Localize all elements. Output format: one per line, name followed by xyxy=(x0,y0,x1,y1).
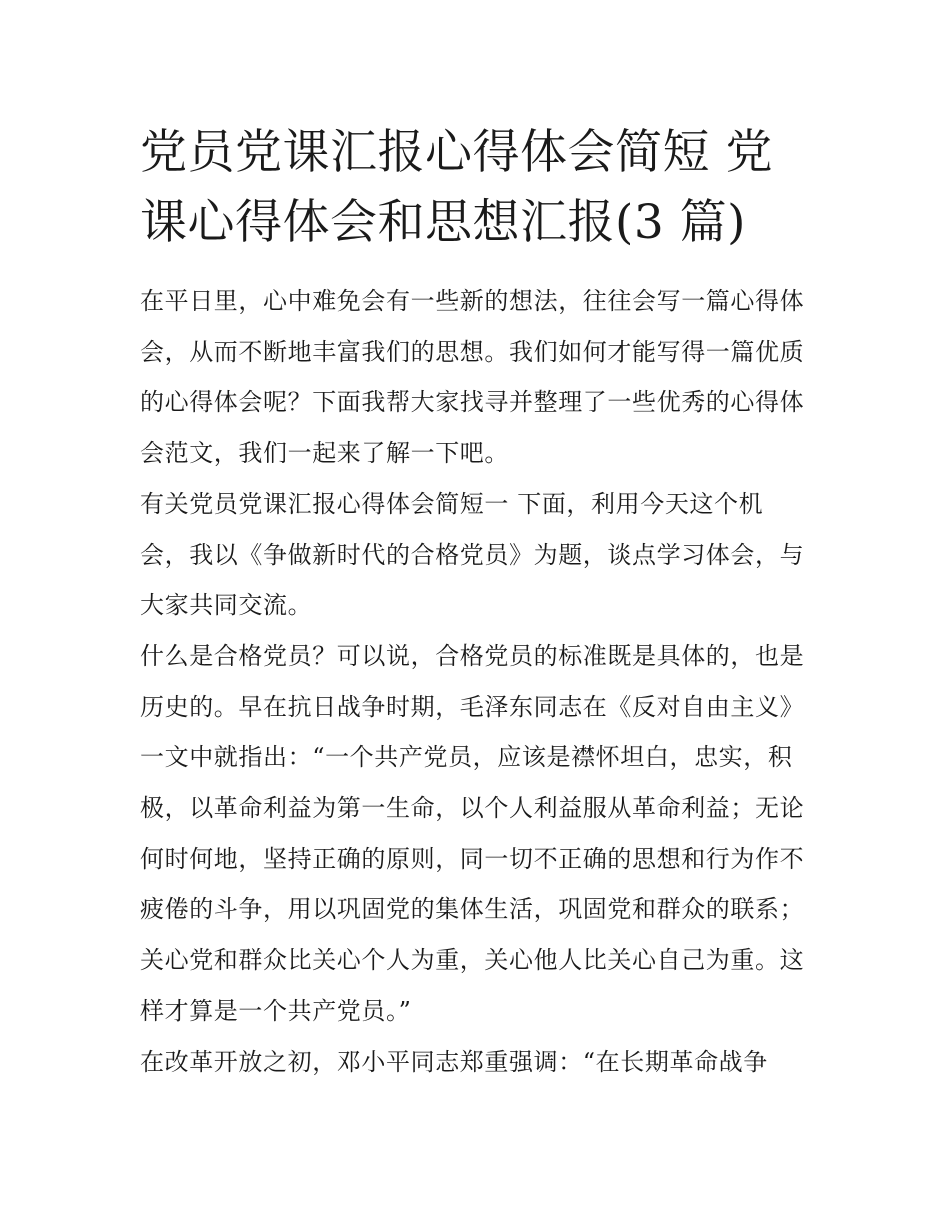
paragraph-line: 在平日里，心中难免会有一些新的想法，往往会写一篇心得体 xyxy=(140,287,805,315)
paragraph-line: 关心党和群众比关心个人为重，关心他人比关心自己为重。这 xyxy=(140,946,805,975)
document-title xyxy=(140,118,812,258)
paragraph-qualified-member xyxy=(140,631,812,1037)
paragraph-line: 历史的。早在抗日战争时期，毛泽东同志在《反对自由主义》 xyxy=(140,692,805,721)
paragraph-line: 的心得体会呢？下面我帮大家找寻并整理了一些优秀的心得体 xyxy=(140,388,805,417)
paragraph-line: 何时何地，坚持正确的原则，同一切不正确的思想和行为作不 xyxy=(140,844,805,873)
paragraph-line: 极，以革命利益为第一生命，以个人利益服从革命利益；无论 xyxy=(140,794,805,823)
paragraph-reform xyxy=(140,1037,812,1088)
paragraph-opening xyxy=(140,479,812,631)
paragraph-line: 大家共同交流。 xyxy=(140,591,313,620)
paragraph-intro xyxy=(140,276,812,479)
title-line: 课心得体会和思想汇报(3 篇) xyxy=(140,195,747,250)
paragraph-line: 一文中就指出：“一个共产党员，应该是襟怀坦白，忠实，积 xyxy=(140,743,793,772)
paragraph-line: 疲倦的斗争，用以巩固党的集体生活，巩固党和群众的联系； xyxy=(140,895,805,924)
paragraph-line: 在改革开放之初，邓小平同志郑重强调：“在长期革命战争 xyxy=(140,1047,768,1076)
paragraph-line: 会范文，我们一起来了解一下吧。 xyxy=(140,439,509,468)
title-line: 党员党课汇报心得体会简短 党 xyxy=(140,125,773,180)
paragraph-line: 会，从而不断地丰富我们的思想。我们如何才能写得一篇优质 xyxy=(140,337,805,366)
document-page xyxy=(140,118,812,1087)
paragraph-line: 会，我以《争做新时代的合格党员》为题，谈点学习体会，与 xyxy=(140,540,805,569)
paragraph-line: 样才算是一个共产党员。” xyxy=(140,996,412,1025)
paragraph-line: 什么是合格党员？可以说，合格党员的标准既是具体的，也是 xyxy=(140,641,805,670)
document-body xyxy=(140,276,812,1087)
paragraph-line: 有关党员党课汇报心得体会简短一 下面，利用今天这个机 xyxy=(140,489,764,518)
